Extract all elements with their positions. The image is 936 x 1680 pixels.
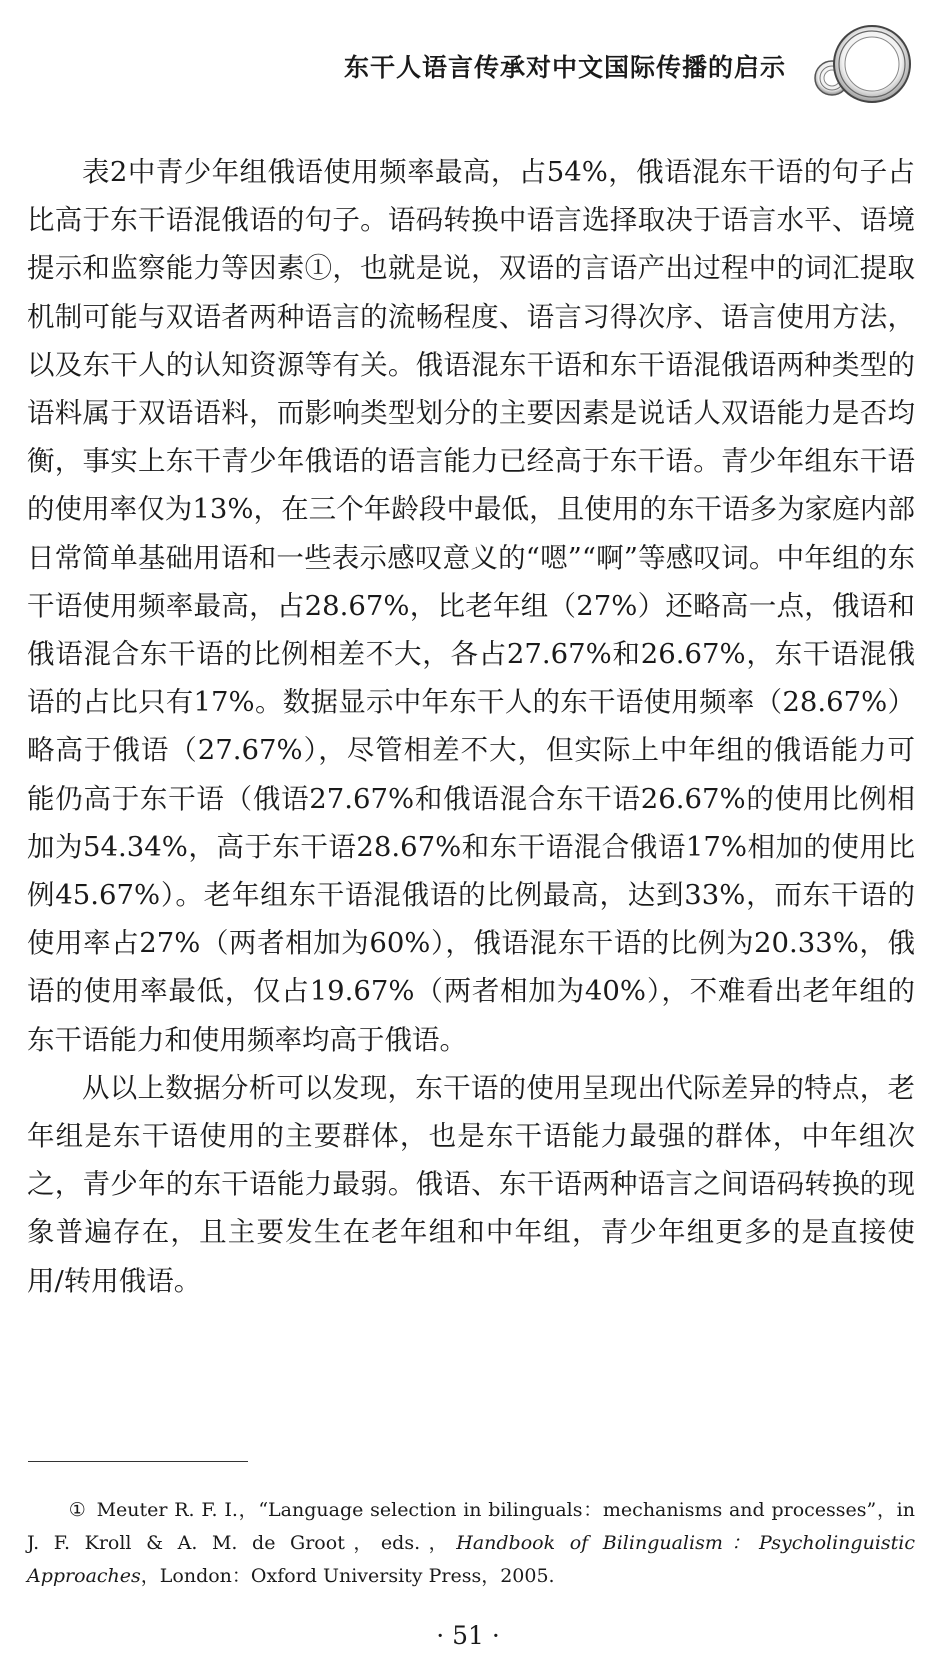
- concentric-circles-emblem-icon: [794, 22, 914, 112]
- main-body-text: [27, 148, 915, 1305]
- footnote-marker: ①: [68, 1499, 87, 1521]
- page-number: · 51 ·: [436, 1621, 500, 1650]
- footnote-divider: [28, 1461, 248, 1462]
- running-head-title: 东干人语言传承对中文国际传播的启示: [343, 53, 786, 82]
- footnote-citation-tail: ，London：Oxford University Press，2005.: [140, 1565, 555, 1587]
- footnote: [27, 1494, 915, 1593]
- footnote-paragraph: [27, 1494, 915, 1593]
- body-paragraph-1: 表2中青少年组俄语使用频率最高，占54%，俄语混东干语的句子占比高于东干语混俄语的句子。语码转换中语言选择取决于语言水平、语境提示和监察能力等因素①，也就是说，双语的言语产出过程中的词汇提取机制可能与双语者两种语言的流畅程度、语言习得次序、语言使用方法，以及东干人的认知资源等有关。俄语混东干语和东干语混俄语两种类型的语料属于双语语料，而影响类型划分的主要因素是说话人双语能力是否均衡，事实上东干青少年俄语的语言能力已经高于东干语。青少年组东干语的使用率仅为13%，在三个年龄段中最低，且使用的东干语多为家庭内部日常简单基础用语和一些表示感叹意义的“嗯”“啊”等感叹词。中年组的东干语使用频率最高，占28.67%，比老年组（27%）还略高一点，俄语和俄语混合东干语的比例相差不大，各占27.67%和26.67%，东干语混俄语的占比只有17%。数据显示中年东干人的东干语使用频率（28.67%）略高于俄语（27.67%），尽管相差不大，但实际上中年组的俄语能力可能仍高于东干语（俄语27.67%和俄语混合东干语26.67%的使用比例相加为54.34%，高于东干语28.67%和东干语混合俄语17%相加的使用比例45.67%）。老年组东干语混俄语的比例最高，达到33%，而东干语的使用率占27%（两者相加为60%），俄语混东干语的比例为20.33%，俄语的使用率最低，仅占19.67%（两者相加为40%），不难看出老年组的东干语能力和使用频率均高于俄语。: [27, 156, 915, 1056]
- page-header: [0, 0, 936, 120]
- footnote-book-title: Handbook of Bilingualism：Psycholinguistic Approaches: [27, 1532, 915, 1587]
- footnote-citation-lead: Meuter R. F. I.，“Language selection in bilinguals：mechanisms and processes”，in J. F. Kroll & A. M. de Groot，eds.，: [27, 1499, 915, 1554]
- body-paragraph-2: 从以上数据分析可以发现，东干语的使用呈现出代际差异的特点，老年组是东干语使用的主要群体，也是东干语能力最强的群体，中年组次之，青少年的东干语能力最弱。俄语、东干语两种语言之间语码转换的现象普遍存在，且主要发生在老年组和中年组，青少年组更多的是直接使用/转用俄语。: [27, 1071, 915, 1297]
